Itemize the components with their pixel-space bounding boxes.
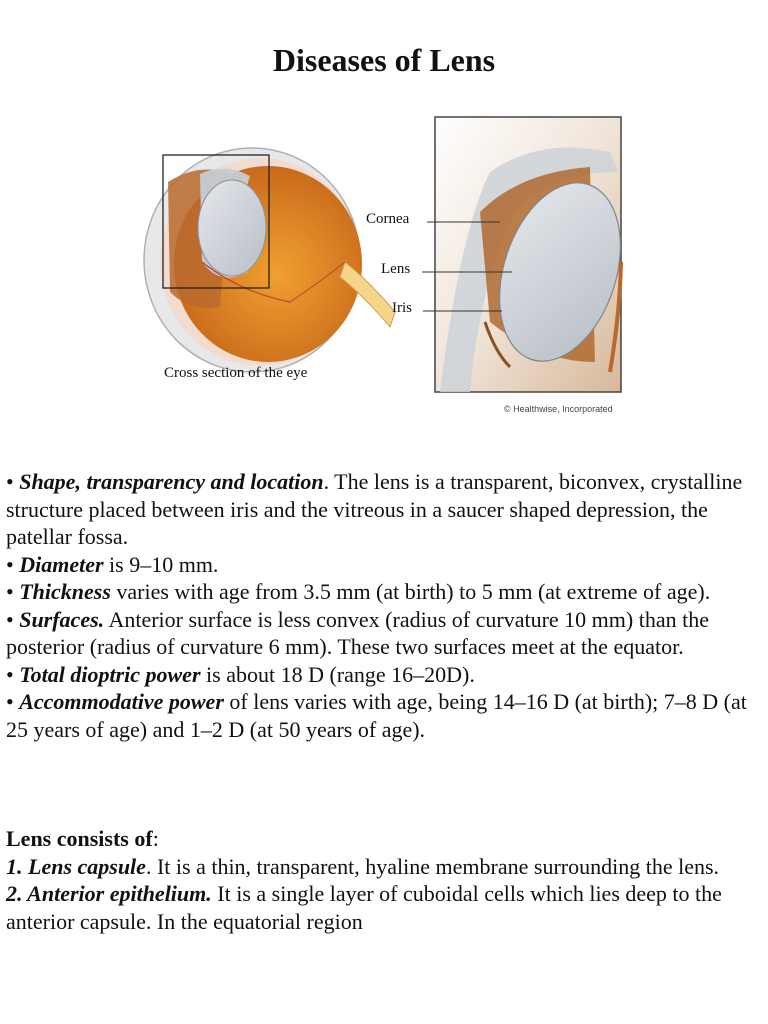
image-credit: © Healthwise, Incorporated — [504, 404, 613, 414]
lens-description — [6, 468, 766, 935]
bullet-term: Surfaces. — [19, 606, 105, 632]
bullet-dioptric-power: • Total dioptric power is about 18 D (range 16–20D). — [6, 661, 475, 687]
cornea-label: Cornea — [366, 211, 410, 227]
bullet-shape: • Shape, transparency and location. The lens is a transparent, biconvex, crystalline structure placed between iris and the vitreous in a saucer shaped depression, the patellar fossa. — [6, 469, 743, 549]
bullet-text: Anterior surface is less convex (radius of curvature 10 mm) than the posterior (radius of curvature 6 mm). These two surfaces meet at the equator. — [6, 606, 709, 659]
item-text: It is a single layer of cuboidal cells which lies deep to the anterior capsule. In the equatorial region — [6, 881, 722, 934]
bullet-text: is about 18 D (range 16–20D). — [200, 661, 475, 687]
eye-cross-section-figure — [140, 112, 630, 422]
consists-heading — [6, 825, 766, 853]
bullet-term: Thickness — [19, 579, 111, 604]
bullet-term: Diameter — [19, 551, 104, 577]
bullet-surfaces: • Surfaces. Anterior surface is less convex (radius of curvature 10 mm) than the posterior (radius of curvature 6 mm). These two surfaces meet at the equator. — [6, 606, 709, 659]
bullet-term: Accommodative power — [19, 689, 224, 714]
bullet-term: Total dioptric power — [19, 661, 201, 687]
item-term: 1. Lens capsule — [6, 853, 146, 879]
bullet-accommodative-power: • Accommodative power of lens varies with age, being 14–16 D (at birth); 7–8 D (at 25 years of age) and 1–2 D (at 50 years of age). — [6, 689, 747, 742]
consists-colon: : — [152, 826, 159, 851]
item-term: 2. Anterior epithelium. — [6, 881, 212, 906]
lens-label: Lens — [381, 261, 411, 277]
bullet-term: Shape, transparency and location — [19, 469, 324, 494]
item-text: . It is a thin, transparent, hyaline membrane surrounding the lens. — [145, 853, 720, 879]
bullet-diameter: • Diameter is 9–10 mm. — [6, 551, 219, 577]
figure-caption: Cross section of the eye — [164, 365, 308, 381]
bullet-thickness: • Thickness varies with age from 3.5 mm (at birth) to 5 mm (at extreme of age). — [6, 579, 711, 604]
bullet-text: varies with age from 3.5 mm (at birth) to 5 mm (at extreme of age). — [110, 579, 711, 604]
bullet-text: is 9–10 mm. — [103, 551, 219, 577]
consists-item-epithelium — [6, 880, 766, 935]
page-title: Diseases of Lens — [272, 42, 496, 78]
consists-item-capsule — [6, 853, 766, 881]
bullet-text: . The lens is a transparent, biconvex, crystalline structure placed between iris and the vitreous in a saucer shaped depression, the patellar fossa. — [6, 469, 743, 549]
iris-label: Iris — [392, 300, 412, 316]
bullet-text: of lens varies with age, being 14–16 D (at birth); 7–8 D (at 25 years of age) and 1–2 D (at 50 years of age). — [6, 689, 747, 742]
zoomed-lens-view — [435, 117, 630, 392]
consists-heading-text: Lens consists of — [6, 826, 153, 851]
